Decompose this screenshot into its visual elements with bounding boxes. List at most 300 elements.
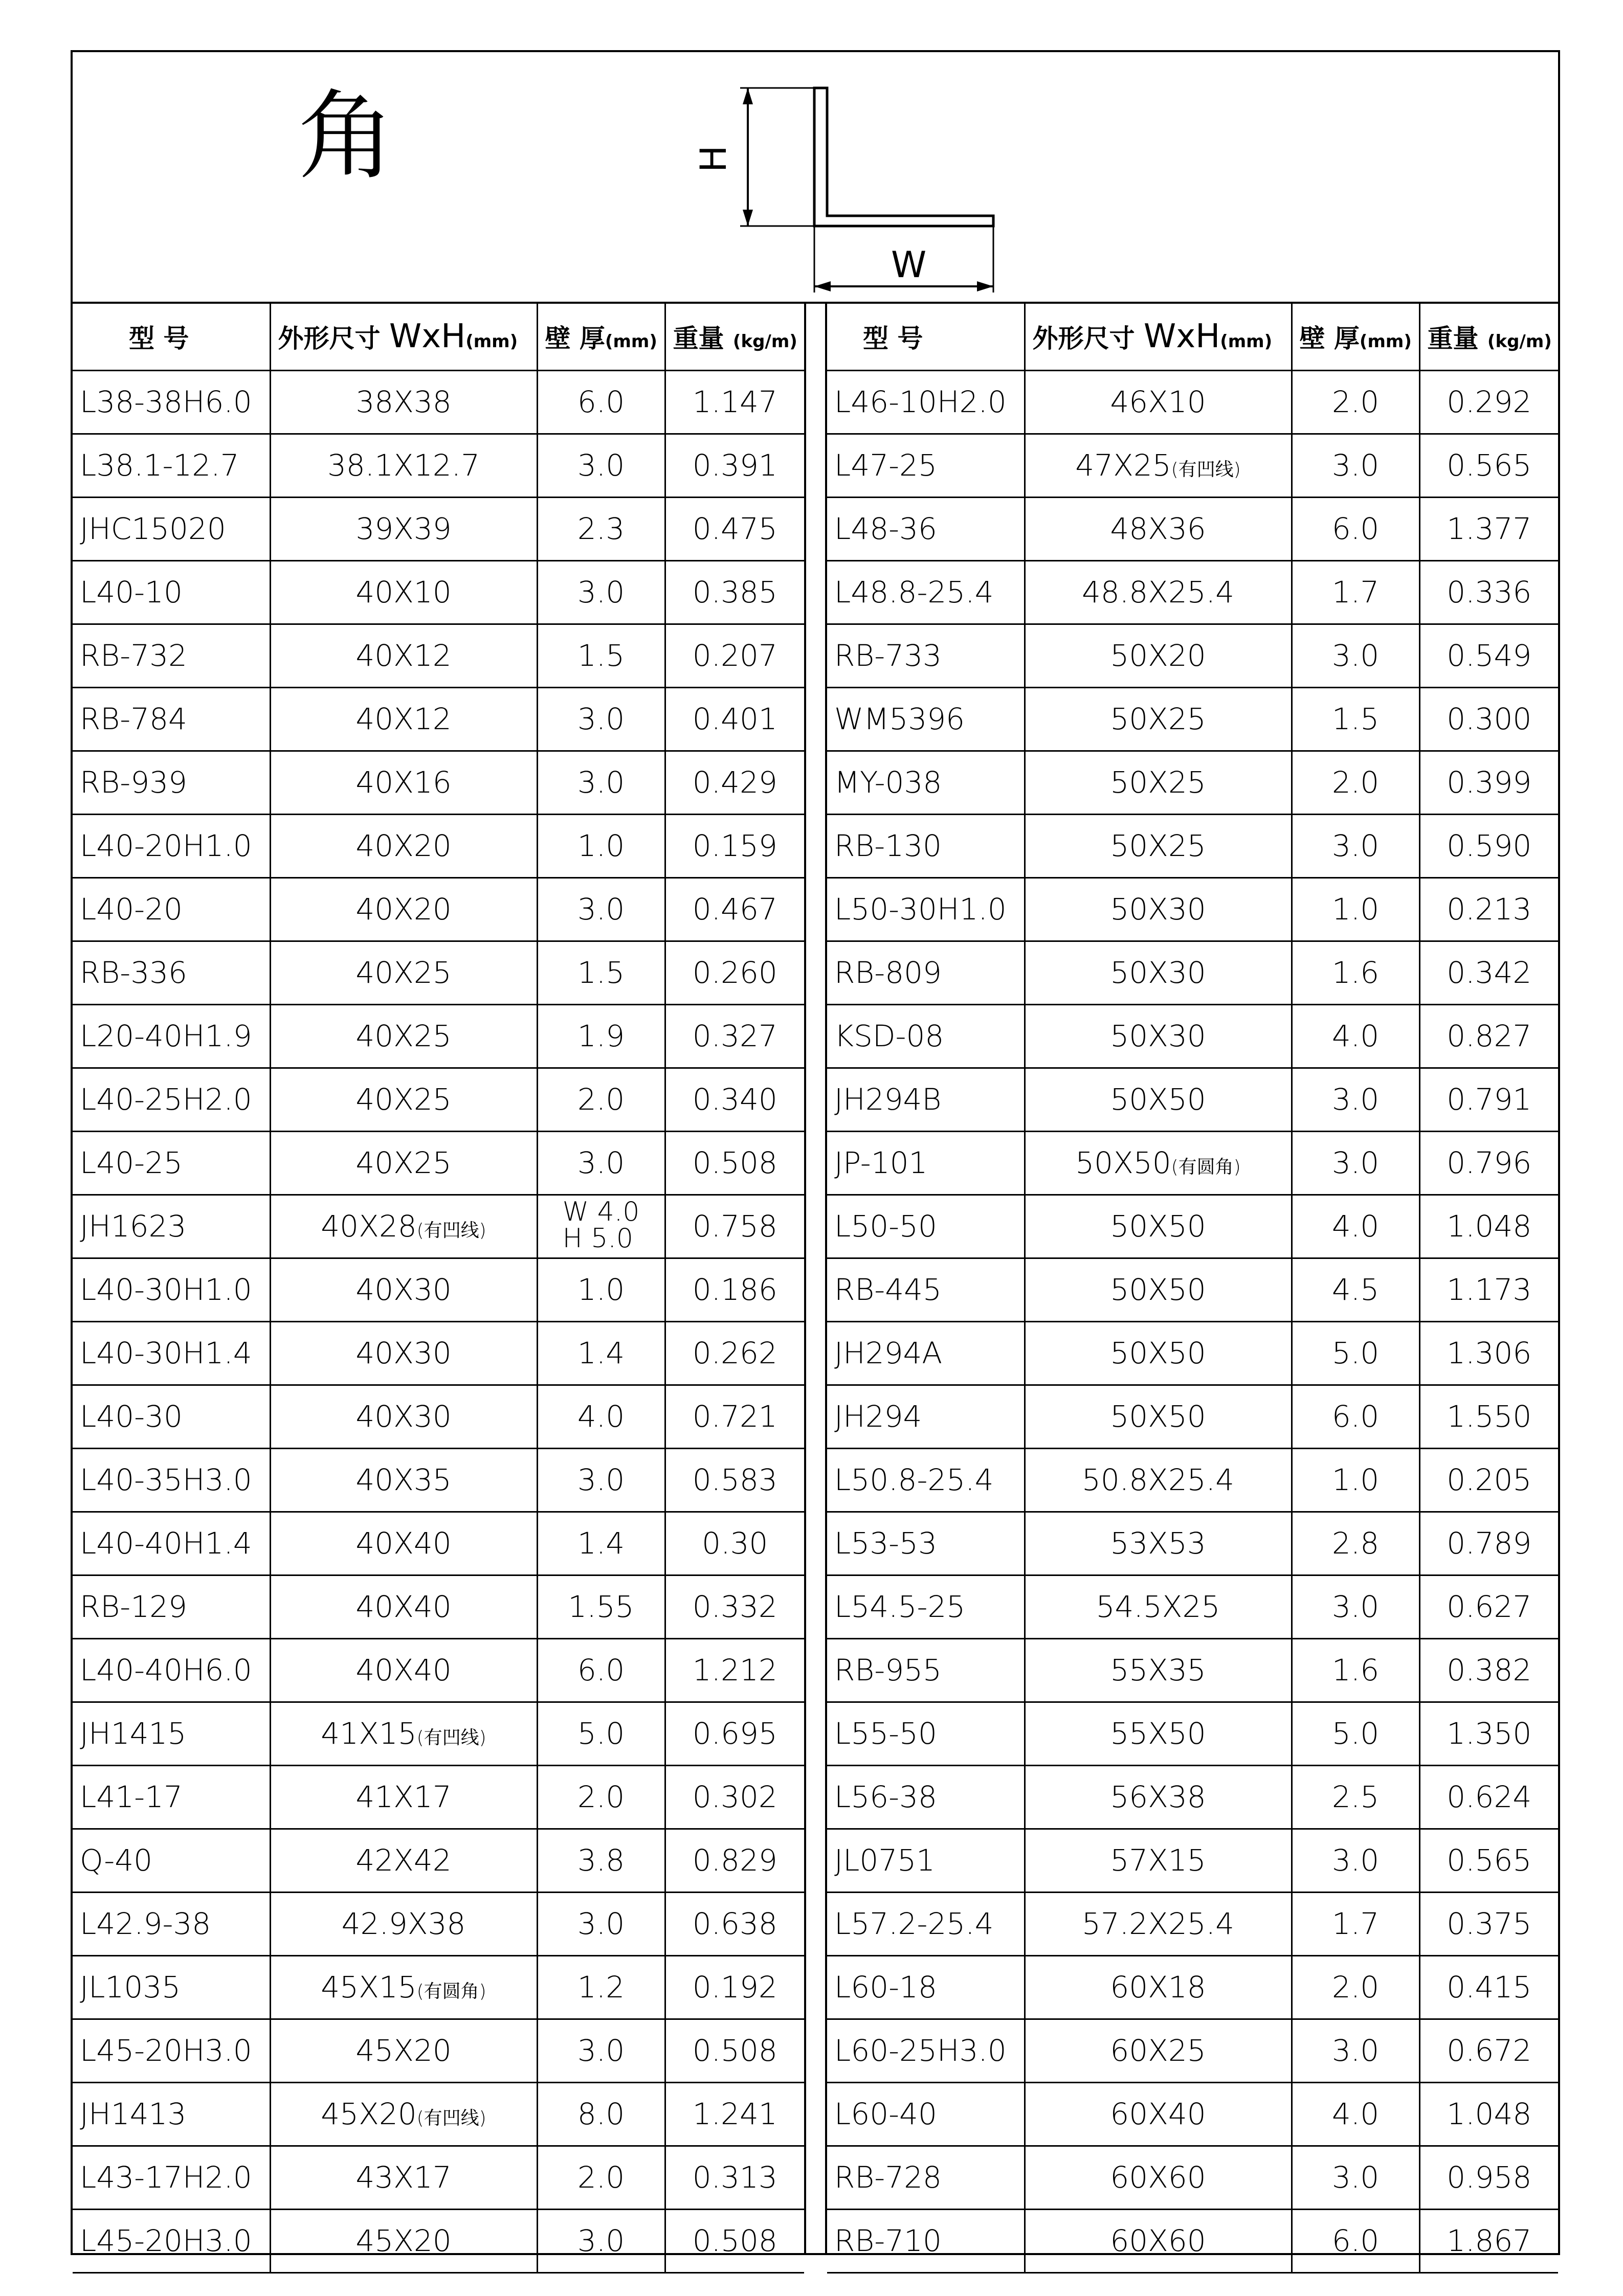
thickness-cell: 2.0 — [537, 2146, 665, 2209]
model-cell: JL1035 — [73, 1955, 270, 2019]
size-value: 42.9X38 — [341, 1906, 466, 1941]
table-row — [827, 1195, 1558, 1258]
size-value: 40X20 — [355, 892, 452, 927]
thickness-cell: 2.0 — [1292, 1955, 1419, 2019]
size-cell — [1025, 1829, 1292, 1892]
weight-cell: 1.867 — [1419, 2209, 1558, 2272]
table-row — [73, 941, 804, 1004]
size-cell — [1025, 877, 1292, 941]
column-divider — [804, 304, 827, 2255]
col-thickness-header: 壁 厚(mm) — [537, 304, 665, 370]
weight-cell: 1.241 — [665, 2082, 804, 2146]
thickness-cell: 1.55 — [537, 1575, 665, 1638]
thickness-cell: 3.0 — [1292, 1068, 1419, 1131]
size-cell — [1025, 1575, 1292, 1638]
size-value: 50X20 — [1110, 638, 1206, 673]
size-value: 38X38 — [355, 385, 452, 419]
size-cell — [1025, 1131, 1292, 1195]
model-cell: RB-445 — [827, 1258, 1025, 1321]
table-row — [73, 1702, 804, 1765]
size-value: 55X50 — [1110, 1716, 1206, 1751]
col-size-header: 外形尺寸 WxH(mm) — [270, 304, 537, 370]
thickness-stack — [562, 1196, 640, 1254]
size-cell — [1025, 941, 1292, 1004]
thickness-cell: 3.0 — [537, 1892, 665, 1955]
weight-cell: 0.205 — [1419, 1448, 1558, 1512]
table-row — [827, 2209, 1558, 2272]
size-cell — [270, 1131, 537, 1195]
model-cell: L40-20H1.0 — [73, 814, 270, 877]
table-row — [73, 370, 804, 434]
model-cell: L40-10 — [73, 560, 270, 624]
table-row — [827, 687, 1558, 751]
size-cell — [1025, 1195, 1292, 1258]
weight-cell: 0.260 — [665, 941, 804, 1004]
thickness-cell: 3.0 — [537, 1448, 665, 1512]
thickness-cell: 6.0 — [537, 370, 665, 434]
size-cell — [270, 434, 537, 497]
size-value: 42X42 — [355, 1843, 452, 1878]
table-row — [827, 1638, 1558, 1702]
size-value: 48X36 — [1110, 511, 1206, 546]
weight-cell: 0.829 — [665, 1829, 804, 1892]
model-cell: L40-40H1.4 — [73, 1512, 270, 1575]
size-cell — [1025, 1068, 1292, 1131]
weight-cell: 0.467 — [665, 877, 804, 941]
weight-cell: 0.340 — [665, 1068, 804, 1131]
table-row — [827, 1068, 1558, 1131]
size-value: 40X35 — [355, 1462, 452, 1497]
table-row — [827, 1575, 1558, 1638]
table-row — [73, 1004, 804, 1068]
weight-cell: 0.590 — [1419, 814, 1558, 877]
size-value: 50X50 — [1110, 1399, 1206, 1434]
model-cell: JH1623 — [73, 1195, 270, 1258]
model-cell: L55-50 — [827, 1702, 1025, 1765]
thickness-cell: 3.0 — [537, 751, 665, 814]
weight-cell: 0.186 — [665, 1258, 804, 1321]
size-note: (有凹线) — [416, 2108, 486, 2129]
weight-cell: 0.213 — [1419, 877, 1558, 941]
size-value: 40X40 — [355, 1526, 452, 1561]
size-value: 60X40 — [1110, 2097, 1206, 2131]
model-cell: Q-40 — [73, 1829, 270, 1892]
weight-cell: 1.173 — [1419, 1258, 1558, 1321]
weight-cell: 0.475 — [665, 497, 804, 560]
table-row — [73, 687, 804, 751]
size-cell — [1025, 2209, 1292, 2272]
model-cell: JHC15020 — [73, 497, 270, 560]
size-note: (有凹线) — [1171, 459, 1241, 480]
size-cell — [1025, 2082, 1292, 2146]
size-cell — [1025, 1892, 1292, 1955]
table-row — [73, 2019, 804, 2082]
size-value: 41X15 — [321, 1716, 417, 1751]
size-value: 56X38 — [1110, 1780, 1206, 1814]
size-cell — [1025, 1004, 1292, 1068]
left-table — [73, 304, 804, 2274]
thickness-cell: 1.0 — [537, 814, 665, 877]
table-row — [73, 751, 804, 814]
thickness-cell: 4.0 — [1292, 1004, 1419, 1068]
weight-cell: 0.695 — [665, 1702, 804, 1765]
size-value: 40X30 — [355, 1336, 452, 1370]
table-row — [827, 370, 1558, 434]
table-row — [73, 2082, 804, 2146]
size-value: 40X12 — [355, 638, 452, 673]
table-row — [827, 1004, 1558, 1068]
size-note: (有圆角) — [416, 1981, 486, 2002]
weight-cell: 0.375 — [1419, 1892, 1558, 1955]
size-cell — [1025, 1702, 1292, 1765]
model-cell: L53-53 — [827, 1512, 1025, 1575]
weight-cell: 0.327 — [665, 1004, 804, 1068]
weight-cell: 1.306 — [1419, 1321, 1558, 1385]
table-row — [73, 1955, 804, 2019]
table-row — [73, 1765, 804, 1829]
table-row — [827, 2146, 1558, 2209]
model-cell: RB-939 — [73, 751, 270, 814]
model-cell: RB-733 — [827, 624, 1025, 687]
table-row — [827, 751, 1558, 814]
table-row — [73, 1575, 804, 1638]
thickness-cell: 3.0 — [537, 560, 665, 624]
thickness-cell: 5.0 — [1292, 1702, 1419, 1765]
thickness-cell: 5.0 — [1292, 1321, 1419, 1385]
size-note: (有凹线) — [416, 1220, 486, 1241]
size-note: (有圆角) — [1171, 1157, 1241, 1178]
weight-cell: 0.429 — [665, 751, 804, 814]
model-cell: L40-30 — [73, 1385, 270, 1448]
table-row — [73, 877, 804, 941]
size-value: 47X25 — [1075, 448, 1171, 483]
size-value: 40X25 — [355, 1019, 452, 1053]
thickness-cell: 1.7 — [1292, 1892, 1419, 1955]
weight-cell: 1.048 — [1419, 1195, 1558, 1258]
weight-cell: 0.672 — [1419, 2019, 1558, 2082]
size-cell — [1025, 1955, 1292, 2019]
model-cell: JH294 — [827, 1385, 1025, 1448]
table-row — [73, 1195, 804, 1258]
table-row — [73, 434, 804, 497]
size-value: 55X35 — [1110, 1653, 1206, 1687]
model-cell: L60-40 — [827, 2082, 1025, 2146]
thickness-cell: 1.5 — [1292, 687, 1419, 751]
thickness-cell: 1.0 — [1292, 1448, 1419, 1512]
size-cell — [270, 1068, 537, 1131]
model-cell: L38.1-12.7 — [73, 434, 270, 497]
model-cell: L20-40H1.9 — [73, 1004, 270, 1068]
table-row — [73, 1385, 804, 1448]
size-cell — [1025, 2019, 1292, 2082]
size-cell — [1025, 814, 1292, 877]
table-row — [827, 1385, 1558, 1448]
thickness-cell: 2.0 — [1292, 751, 1419, 814]
size-cell — [270, 877, 537, 941]
thickness-cell: 3.0 — [537, 2019, 665, 2082]
weight-cell: 1.212 — [665, 1638, 804, 1702]
weight-cell: 0.638 — [665, 1892, 804, 1955]
table-row — [827, 1512, 1558, 1575]
size-cell — [270, 941, 537, 1004]
right-table-body — [827, 370, 1558, 2272]
model-cell: L48.8-25.4 — [827, 560, 1025, 624]
thickness-cell: 1.9 — [537, 1004, 665, 1068]
table-row — [73, 814, 804, 877]
col-weight-header: 重量 (kg/m) — [665, 304, 804, 370]
table-row — [827, 1955, 1558, 2019]
weight-cell: 0.789 — [1419, 1512, 1558, 1575]
size-value: 50.8X25.4 — [1081, 1462, 1234, 1497]
thickness-cell: 2.8 — [1292, 1512, 1419, 1575]
model-cell: L60-25H3.0 — [827, 2019, 1025, 2082]
table-row — [827, 560, 1558, 624]
size-cell — [270, 1004, 537, 1068]
model-cell: L46-10H2.0 — [827, 370, 1025, 434]
size-cell — [1025, 1512, 1292, 1575]
table-row — [827, 941, 1558, 1004]
thickness-cell: 4.0 — [1292, 1195, 1419, 1258]
size-value: 40X30 — [355, 1399, 452, 1434]
size-value: 60X25 — [1110, 2033, 1206, 2068]
h-dimension-label: H — [693, 145, 735, 172]
thickness-cell: 3.0 — [537, 2209, 665, 2272]
weight-cell: 0.758 — [665, 1195, 804, 1258]
size-cell — [270, 1258, 537, 1321]
model-cell: L38-38H6.0 — [73, 370, 270, 434]
table-row — [73, 1068, 804, 1131]
size-cell — [1025, 624, 1292, 687]
model-cell: L42.9-38 — [73, 1892, 270, 1955]
weight-cell: 0.336 — [1419, 560, 1558, 624]
table-row — [827, 434, 1558, 497]
model-cell: L41-17 — [73, 1765, 270, 1829]
size-value: 50X50 — [1110, 1336, 1206, 1370]
left-table-body — [73, 370, 804, 2272]
weight-cell: 0.508 — [665, 2019, 804, 2082]
model-cell: JL0751 — [827, 1829, 1025, 1892]
model-cell: L40-25H2.0 — [73, 1068, 270, 1131]
table-row — [827, 1765, 1558, 1829]
size-cell — [270, 751, 537, 814]
table-row — [73, 2209, 804, 2272]
thickness-w: W 4.0 — [562, 1196, 640, 1227]
col-model-header: 型 号 — [73, 304, 270, 370]
weight-cell: 0.508 — [665, 1131, 804, 1195]
model-cell: RB-728 — [827, 2146, 1025, 2209]
thickness-cell: 1.2 — [537, 1955, 665, 2019]
weight-cell: 0.391 — [665, 434, 804, 497]
right-table — [827, 304, 1558, 2274]
thickness-cell: 1.4 — [537, 1321, 665, 1385]
size-cell — [1025, 560, 1292, 624]
weight-cell: 0.313 — [665, 2146, 804, 2209]
weight-cell: 0.342 — [1419, 941, 1558, 1004]
size-cell — [270, 1195, 537, 1258]
page-title: 角 — [298, 80, 395, 193]
model-cell: L48-36 — [827, 497, 1025, 560]
weight-cell: 0.292 — [1419, 370, 1558, 434]
size-value: 40X40 — [355, 1653, 452, 1687]
model-cell: RB-955 — [827, 1638, 1025, 1702]
size-value: 50X25 — [1110, 828, 1206, 863]
col-size-header: 外形尺寸 WxH(mm) — [1025, 304, 1292, 370]
size-cell — [270, 370, 537, 434]
thickness-cell: 6.0 — [1292, 497, 1419, 560]
size-value: 45X20 — [321, 2097, 417, 2131]
model-cell: L40-40H6.0 — [73, 1638, 270, 1702]
table-header-row — [73, 304, 804, 370]
thickness-cell: 1.7 — [1292, 560, 1419, 624]
model-cell: L50-30H1.0 — [827, 877, 1025, 941]
size-cell — [270, 687, 537, 751]
model-cell: L60-18 — [827, 1955, 1025, 2019]
table-row — [827, 1258, 1558, 1321]
size-value: 39X39 — [355, 511, 452, 546]
table-row — [73, 1258, 804, 1321]
model-cell: L50.8-25.4 — [827, 1448, 1025, 1512]
size-cell — [270, 814, 537, 877]
size-cell — [1025, 1448, 1292, 1512]
size-value: 40X25 — [355, 955, 452, 990]
table-row — [73, 1512, 804, 1575]
size-value: 45X20 — [355, 2223, 452, 2258]
weight-cell: 0.565 — [1419, 1829, 1558, 1892]
model-cell: KSD-08 — [827, 1004, 1025, 1068]
thickness-cell: 3.0 — [1292, 2019, 1419, 2082]
col-weight-header: 重量 (kg/m) — [1419, 304, 1558, 370]
table-header-row — [827, 304, 1558, 370]
model-cell: JH294B — [827, 1068, 1025, 1131]
size-value: 41X17 — [355, 1780, 452, 1814]
weight-cell: 1.048 — [1419, 2082, 1558, 2146]
size-cell — [270, 2209, 537, 2272]
size-cell — [270, 1892, 537, 1955]
size-value: 50X30 — [1110, 892, 1206, 927]
weight-cell: 0.508 — [665, 2209, 804, 2272]
size-cell — [270, 1321, 537, 1385]
table-row — [827, 877, 1558, 941]
thickness-cell: 2.0 — [537, 1068, 665, 1131]
table-row — [73, 2146, 804, 2209]
model-cell: RB-336 — [73, 941, 270, 1004]
thickness-cell: 1.5 — [537, 941, 665, 1004]
thickness-cell: 1.6 — [1292, 1638, 1419, 1702]
table-row — [73, 1131, 804, 1195]
thickness-cell — [537, 1195, 665, 1258]
catalog-sheet — [71, 50, 1560, 2258]
weight-cell: 0.332 — [665, 1575, 804, 1638]
table-row — [827, 1321, 1558, 1385]
size-cell — [1025, 434, 1292, 497]
weight-cell: 0.796 — [1419, 1131, 1558, 1195]
size-value: 40X25 — [355, 1145, 452, 1180]
size-cell — [270, 1955, 537, 2019]
model-cell: L50-50 — [827, 1195, 1025, 1258]
weight-cell: 0.385 — [665, 560, 804, 624]
thickness-cell: 3.0 — [1292, 624, 1419, 687]
table-row — [73, 1448, 804, 1512]
weight-cell: 0.302 — [665, 1765, 804, 1829]
weight-cell: 0.827 — [1419, 1004, 1558, 1068]
size-cell — [270, 2019, 537, 2082]
table-row — [827, 2019, 1558, 2082]
size-value: 50X30 — [1110, 1019, 1206, 1053]
thickness-cell: 3.0 — [537, 1131, 665, 1195]
size-value: 57.2X25.4 — [1081, 1906, 1234, 1941]
size-value: 40X25 — [355, 1082, 452, 1117]
thickness-cell: 4.0 — [537, 1385, 665, 1448]
weight-cell: 0.262 — [665, 1321, 804, 1385]
size-note: (有凹线) — [416, 1727, 486, 1748]
weight-cell: 0.399 — [1419, 751, 1558, 814]
weight-cell: 0.565 — [1419, 434, 1558, 497]
model-cell: L40-30H1.0 — [73, 1258, 270, 1321]
size-value: 57X15 — [1110, 1843, 1206, 1878]
size-value: 45X20 — [355, 2033, 452, 2068]
weight-cell: 0.549 — [1419, 624, 1558, 687]
col-thickness-header: 壁 厚(mm) — [1292, 304, 1419, 370]
size-cell — [1025, 1765, 1292, 1829]
size-value: 40X16 — [355, 765, 452, 800]
spec-table-right — [827, 304, 1558, 2274]
thickness-cell: 4.0 — [1292, 2082, 1419, 2146]
thickness-cell: 3.0 — [1292, 1829, 1419, 1892]
weight-cell: 0.192 — [665, 1955, 804, 2019]
size-cell — [1025, 497, 1292, 560]
weight-cell: 1.350 — [1419, 1702, 1558, 1765]
model-cell: L40-20 — [73, 877, 270, 941]
size-cell — [1025, 751, 1292, 814]
table-row — [73, 1892, 804, 1955]
thickness-h: H 5.0 — [562, 1223, 633, 1254]
table-row — [73, 1638, 804, 1702]
table-row — [827, 2082, 1558, 2146]
weight-cell: 0.627 — [1419, 1575, 1558, 1638]
model-cell: JH1415 — [73, 1702, 270, 1765]
thickness-cell: 6.0 — [537, 1638, 665, 1702]
model-cell: RB-809 — [827, 941, 1025, 1004]
model-cell: L56-38 — [827, 1765, 1025, 1829]
size-value: 38.1X12.7 — [327, 448, 480, 483]
thickness-cell: 6.0 — [1292, 1385, 1419, 1448]
table-row — [73, 560, 804, 624]
weight-cell: 0.721 — [665, 1385, 804, 1448]
table-row — [827, 497, 1558, 560]
thickness-cell: 3.0 — [1292, 1131, 1419, 1195]
model-cell: L45-20H3.0 — [73, 2019, 270, 2082]
size-value: 60X60 — [1110, 2223, 1206, 2258]
angle-profile-diagram — [620, 73, 1009, 298]
size-value: 48.8X25.4 — [1081, 575, 1234, 610]
thickness-cell: 1.5 — [537, 624, 665, 687]
size-cell — [270, 624, 537, 687]
size-cell — [1025, 687, 1292, 751]
table-row — [827, 1829, 1558, 1892]
weight-cell: 0.30 — [665, 1512, 804, 1575]
weight-cell: 1.550 — [1419, 1385, 1558, 1448]
table-row — [827, 624, 1558, 687]
thickness-cell: 2.5 — [1292, 1765, 1419, 1829]
weight-cell: 0.415 — [1419, 1955, 1558, 2019]
weight-cell: 0.958 — [1419, 2146, 1558, 2209]
size-value: 43X17 — [355, 2160, 452, 2195]
size-value: 50X50 — [1110, 1082, 1206, 1117]
size-value: 40X28 — [321, 1209, 417, 1244]
weight-cell: 0.300 — [1419, 687, 1558, 751]
catalog-header — [73, 52, 1558, 304]
thickness-cell: 2.3 — [537, 497, 665, 560]
